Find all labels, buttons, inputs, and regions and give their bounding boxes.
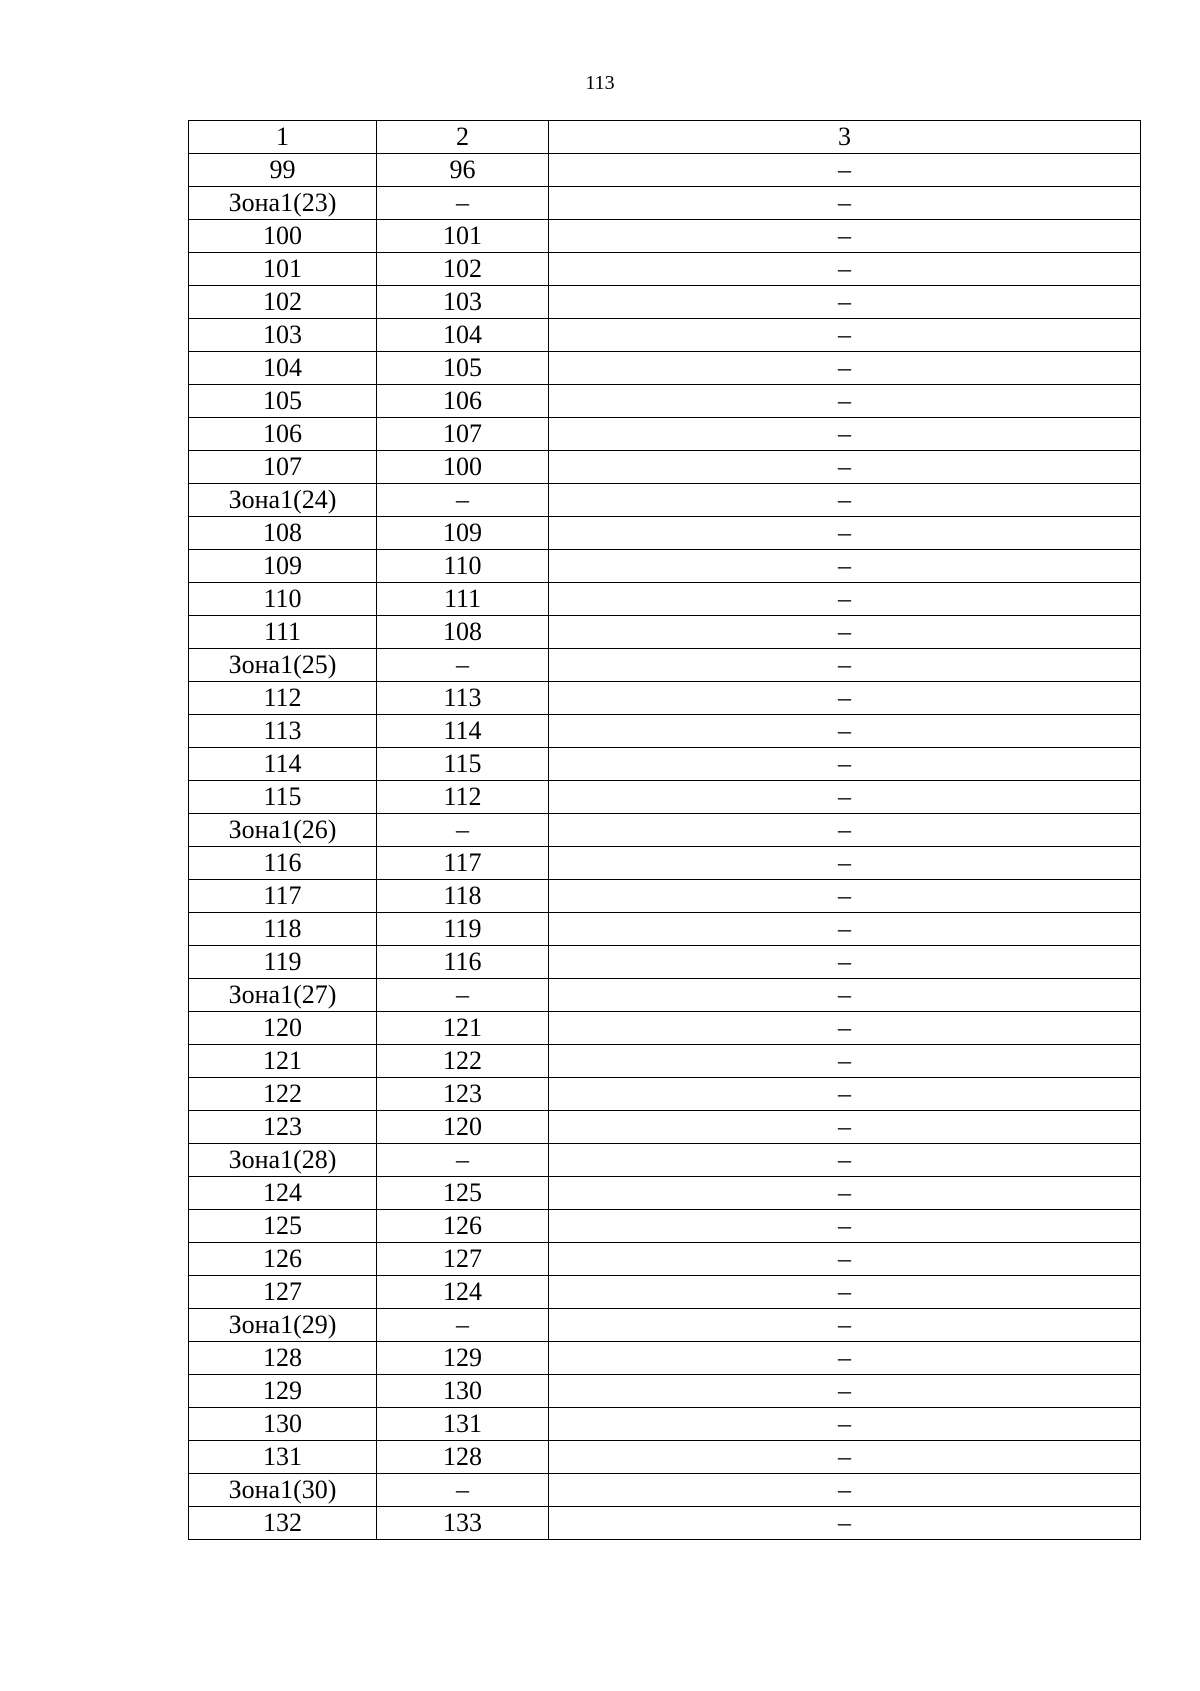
table-cell: 114: [189, 748, 377, 781]
table-row: [189, 385, 1141, 418]
table-cell: 124: [377, 1276, 549, 1309]
table-cell: 123: [377, 1078, 549, 1111]
table-cell: 101: [377, 220, 549, 253]
table-cell: 117: [189, 880, 377, 913]
table-row: [189, 847, 1141, 880]
table-cell: 133: [377, 1507, 549, 1540]
table-cell: 125: [189, 1210, 377, 1243]
table-cell: 119: [377, 913, 549, 946]
table-cell: –: [549, 649, 1141, 682]
table-cell: 103: [377, 286, 549, 319]
table-row: [189, 1309, 1141, 1342]
table-cell: 122: [377, 1045, 549, 1078]
table-header: [189, 121, 1141, 154]
table-cell: –: [377, 979, 549, 1012]
table-cell: 115: [377, 748, 549, 781]
table-row: [189, 1243, 1141, 1276]
table-cell: –: [377, 1309, 549, 1342]
table-row: [189, 352, 1141, 385]
table-cell: –: [549, 154, 1141, 187]
table-cell: 130: [189, 1408, 377, 1441]
table-cell: 128: [377, 1441, 549, 1474]
table-cell: 105: [377, 352, 549, 385]
table-row: [189, 1177, 1141, 1210]
table-row: [189, 418, 1141, 451]
table-cell: –: [549, 1342, 1141, 1375]
table-cell: Зона1(27): [189, 979, 377, 1012]
table-cell: 108: [377, 616, 549, 649]
table-row: [189, 946, 1141, 979]
table-cell: –: [377, 1474, 549, 1507]
column-header: 3: [549, 121, 1141, 154]
table-row: [189, 286, 1141, 319]
table-cell: –: [377, 1144, 549, 1177]
table-row: [189, 517, 1141, 550]
table-row: [189, 814, 1141, 847]
table-cell: –: [549, 1375, 1141, 1408]
table-cell: –: [549, 385, 1141, 418]
table-cell: 118: [189, 913, 377, 946]
table-body: [189, 154, 1141, 1540]
table-cell: –: [549, 451, 1141, 484]
table-cell: 126: [377, 1210, 549, 1243]
table-row: [189, 1507, 1141, 1540]
table-row: [189, 880, 1141, 913]
table-cell: –: [377, 814, 549, 847]
table-row: [189, 550, 1141, 583]
table-cell: 108: [189, 517, 377, 550]
table-cell: 132: [189, 1507, 377, 1540]
table-cell: –: [549, 880, 1141, 913]
table-row: [189, 319, 1141, 352]
table-cell: –: [377, 649, 549, 682]
table-cell: –: [549, 319, 1141, 352]
table-cell: 127: [189, 1276, 377, 1309]
table-cell: 127: [377, 1243, 549, 1276]
table-cell: 110: [189, 583, 377, 616]
table-cell: 115: [189, 781, 377, 814]
table-row: [189, 781, 1141, 814]
table-row: [189, 484, 1141, 517]
table-cell: –: [549, 1507, 1141, 1540]
table-cell: –: [549, 1474, 1141, 1507]
table-row: [189, 1012, 1141, 1045]
page-number: 113: [585, 72, 615, 94]
table-cell: –: [549, 1111, 1141, 1144]
table-row: [189, 682, 1141, 715]
table-cell: 125: [377, 1177, 549, 1210]
table-cell: Зона1(29): [189, 1309, 377, 1342]
table-cell: 101: [189, 253, 377, 286]
table-cell: –: [549, 187, 1141, 220]
table-row: [189, 1210, 1141, 1243]
table-row: [189, 748, 1141, 781]
table-cell: –: [549, 1243, 1141, 1276]
column-header: 2: [377, 121, 549, 154]
table-cell: –: [549, 1177, 1141, 1210]
table-cell: 106: [189, 418, 377, 451]
table-cell: Зона1(25): [189, 649, 377, 682]
table-cell: 118: [377, 880, 549, 913]
table-cell: –: [549, 1441, 1141, 1474]
table-row: [189, 253, 1141, 286]
table-cell: 131: [189, 1441, 377, 1474]
table-cell: 130: [377, 1375, 549, 1408]
table-cell: 129: [377, 1342, 549, 1375]
table-cell: 102: [189, 286, 377, 319]
table-cell: 104: [377, 319, 549, 352]
table-cell: 113: [377, 682, 549, 715]
table-cell: –: [549, 682, 1141, 715]
table-cell: 110: [377, 550, 549, 583]
table-cell: –: [549, 220, 1141, 253]
table-cell: 109: [189, 550, 377, 583]
table-row: [189, 583, 1141, 616]
table-cell: 107: [189, 451, 377, 484]
table-row: [189, 1441, 1141, 1474]
table-row: [189, 1144, 1141, 1177]
table-cell: –: [549, 715, 1141, 748]
table-cell: –: [549, 1078, 1141, 1111]
table-cell: –: [549, 352, 1141, 385]
table-cell: –: [549, 1210, 1141, 1243]
table-cell: –: [377, 187, 549, 220]
table-cell: –: [549, 418, 1141, 451]
table-cell: 107: [377, 418, 549, 451]
table-row: [189, 979, 1141, 1012]
table-cell: 121: [377, 1012, 549, 1045]
table-cell: 104: [189, 352, 377, 385]
table-cell: –: [549, 748, 1141, 781]
table-cell: –: [549, 1408, 1141, 1441]
table-cell: 124: [189, 1177, 377, 1210]
table-cell: 114: [377, 715, 549, 748]
table-cell: 126: [189, 1243, 377, 1276]
table-cell: –: [549, 913, 1141, 946]
table-cell: –: [549, 1045, 1141, 1078]
table-cell: 96: [377, 154, 549, 187]
table-cell: –: [549, 814, 1141, 847]
table-row: [189, 1276, 1141, 1309]
table-header-row: [189, 121, 1141, 154]
table-row: [189, 1408, 1141, 1441]
table-row: [189, 1474, 1141, 1507]
column-header: 1: [189, 121, 377, 154]
table-row: [189, 187, 1141, 220]
table-cell: 120: [189, 1012, 377, 1045]
table-cell: –: [549, 1276, 1141, 1309]
table-cell: 116: [377, 946, 549, 979]
table-cell: 116: [189, 847, 377, 880]
table-cell: Зона1(26): [189, 814, 377, 847]
table-cell: 103: [189, 319, 377, 352]
table-cell: –: [549, 616, 1141, 649]
table-cell: 131: [377, 1408, 549, 1441]
table-row: [189, 451, 1141, 484]
table-row: [189, 913, 1141, 946]
table-cell: 99: [189, 154, 377, 187]
table-row: [189, 1375, 1141, 1408]
table-cell: –: [549, 946, 1141, 979]
table-row: [189, 1111, 1141, 1144]
table-row: [189, 1045, 1141, 1078]
table-cell: 122: [189, 1078, 377, 1111]
table-cell: –: [549, 979, 1141, 1012]
table-row: [189, 1078, 1141, 1111]
table-cell: –: [549, 1309, 1141, 1342]
table-cell: 102: [377, 253, 549, 286]
table-cell: –: [549, 550, 1141, 583]
table-cell: 123: [189, 1111, 377, 1144]
table-cell: 100: [189, 220, 377, 253]
table-cell: –: [549, 286, 1141, 319]
table-cell: 111: [189, 616, 377, 649]
table-cell: 113: [189, 715, 377, 748]
data-table: [188, 120, 1141, 1540]
table-cell: –: [549, 583, 1141, 616]
table-row: [189, 715, 1141, 748]
table-cell: Зона1(30): [189, 1474, 377, 1507]
table-row: [189, 220, 1141, 253]
table-cell: –: [549, 1144, 1141, 1177]
table-cell: Зона1(23): [189, 187, 377, 220]
table-cell: 100: [377, 451, 549, 484]
table-cell: –: [549, 1012, 1141, 1045]
table-cell: 105: [189, 385, 377, 418]
table-cell: Зона1(28): [189, 1144, 377, 1177]
table-cell: –: [549, 253, 1141, 286]
table-row: [189, 649, 1141, 682]
table-cell: –: [549, 847, 1141, 880]
table-cell: 111: [377, 583, 549, 616]
table-row: [189, 1342, 1141, 1375]
table-row: [189, 616, 1141, 649]
table-row: [189, 154, 1141, 187]
table-cell: 119: [189, 946, 377, 979]
table-cell: 129: [189, 1375, 377, 1408]
table-cell: 109: [377, 517, 549, 550]
table-cell: 112: [189, 682, 377, 715]
table-cell: 121: [189, 1045, 377, 1078]
table-cell: 128: [189, 1342, 377, 1375]
table-cell: 117: [377, 847, 549, 880]
table-cell: –: [549, 517, 1141, 550]
table-cell: –: [377, 484, 549, 517]
table-cell: 112: [377, 781, 549, 814]
table-cell: –: [549, 781, 1141, 814]
table-cell: –: [549, 484, 1141, 517]
table-cell: 120: [377, 1111, 549, 1144]
table-cell: 106: [377, 385, 549, 418]
table-cell: Зона1(24): [189, 484, 377, 517]
